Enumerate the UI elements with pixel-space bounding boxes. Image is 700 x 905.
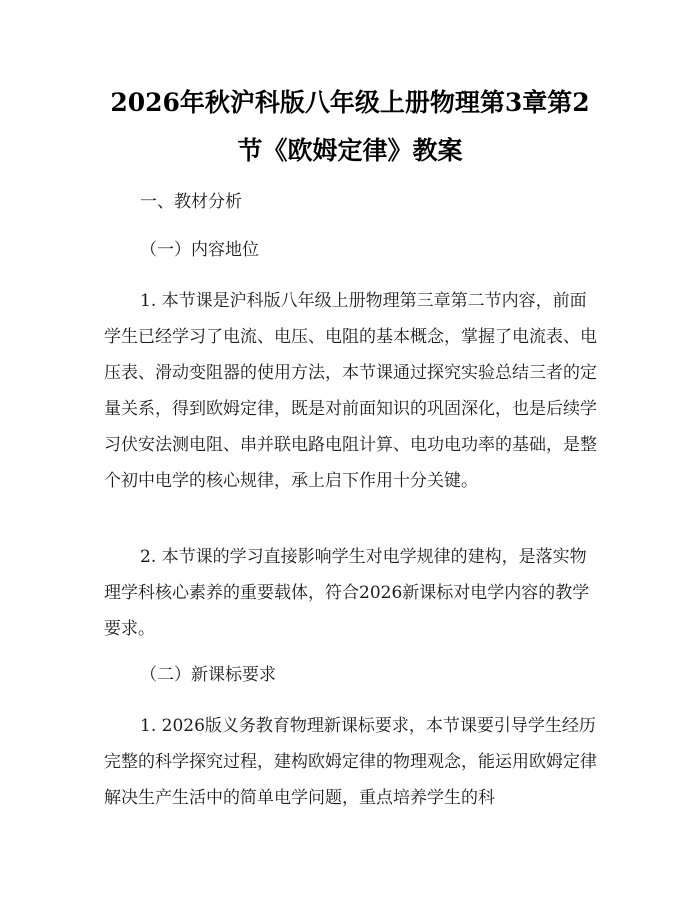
document-title-line-2: 节《欧姆定律》教案 bbox=[237, 136, 463, 165]
document-title-line-1: 2026年秋沪科版八年级上册物理第3章第2 bbox=[110, 88, 590, 117]
paragraph-content-position-2: 2. 本节课的学习直接影响学生对电学规律的建构，是落实物理学科核心素养的重要载体，符合2026新课标对电学内容的教学要求。 bbox=[104, 547, 590, 639]
subsection-heading-curriculum-requirements: （二）新课标要求 bbox=[140, 665, 276, 685]
section-heading-textbook-analysis: 一、教材分析 bbox=[140, 192, 242, 212]
paragraph-curriculum-requirements-1: 1. 2026版义务教育物理新课标要求，本节课要引导学生经历完整的科学探究过程，建构欧姆定律的物理观念，能运用欧姆定律解决生产生活中的简单电学问题，重点培养学生的科 bbox=[104, 716, 597, 808]
subsection-heading-content-position: （一）内容地位 bbox=[140, 240, 259, 260]
paragraph-content-position-1: 1. 本节课是沪科版八年级上册物理第三章第二节内容，前面学生已经学习了电流、电压、电阻的基本概念，掌握了电流表、电压表、滑动变阻器的使用方法，本节课通过探究实验总结三者的定量关系，得到欧姆定律，既是对前面知识的巩固深化，也是后续学习伏安法测电阻、串并联电路电阻计算、电功电功率的基础，是整个初中电学的核心规律，承上启下作用十分关键。 bbox=[104, 291, 597, 491]
